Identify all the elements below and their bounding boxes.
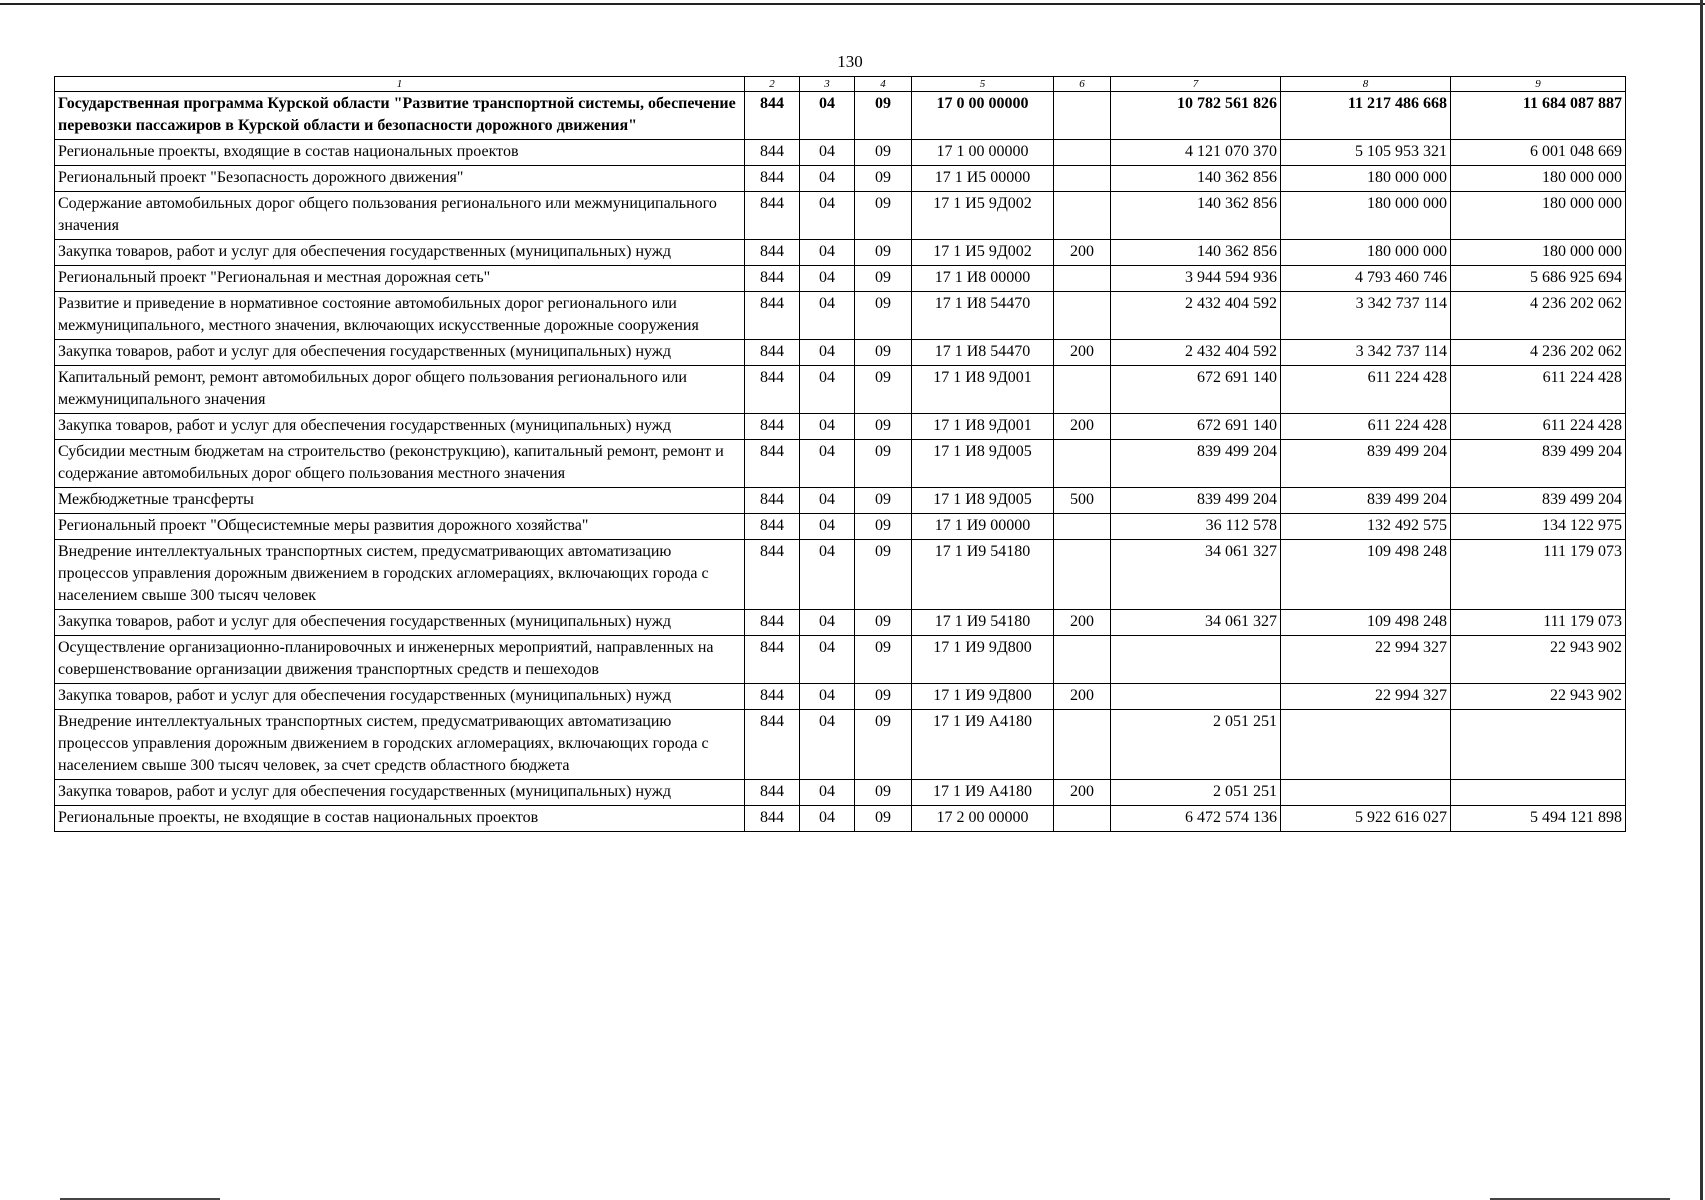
ministry-code-cell: 844 [745,266,800,292]
amount-col7-cell: 140 362 856 [1111,240,1281,266]
column-header: 1 [55,77,745,92]
section-code-cell: 04 [800,540,855,610]
amount-col8-cell [1281,780,1451,806]
ministry-code-cell: 844 [745,684,800,710]
item-name-cell: Региональные проекты, не входящие в состав национальных проектов [55,806,745,832]
item-name-cell: Субсидии местным бюджетам на строительство (реконструкцию), капитальный ремонт, ремонт и содержание автомобильных дорог общего пользования местного значения [55,440,745,488]
table-row [55,488,1626,514]
ministry-code-cell: 844 [745,166,800,192]
subsection-code-cell: 09 [855,140,912,166]
expense-type-cell [1054,192,1111,240]
item-name-cell: Региональные проекты, входящие в состав национальных проектов [55,140,745,166]
amount-col9-cell [1451,780,1626,806]
amount-col8-cell: 3 342 737 114 [1281,340,1451,366]
amount-col8-cell: 109 498 248 [1281,540,1451,610]
amount-col9-cell: 180 000 000 [1451,240,1626,266]
amount-col7-cell: 3 944 594 936 [1111,266,1281,292]
section-code-cell: 04 [800,488,855,514]
section-code-cell: 04 [800,292,855,340]
section-code-cell: 04 [800,140,855,166]
section-code-cell: 04 [800,192,855,240]
target-article-cell: 17 1 И9 54180 [912,610,1054,636]
section-code-cell: 04 [800,414,855,440]
ministry-code-cell: 844 [745,440,800,488]
expense-type-cell: 200 [1054,684,1111,710]
right-scan-border [1700,0,1703,1200]
table-row [55,440,1626,488]
expense-type-cell: 500 [1054,488,1111,514]
section-code-cell: 04 [800,266,855,292]
target-article-cell: 17 1 00 00000 [912,140,1054,166]
amount-col7-cell: 839 499 204 [1111,440,1281,488]
subsection-code-cell: 09 [855,266,912,292]
expense-type-cell [1054,292,1111,340]
item-name-cell: Внедрение интеллектуальных транспортных систем, предусматривающих автоматизацию процессов управления дорожным движением в городских агломерациях, включающих города с населением свыше 300 тысяч человек [55,540,745,610]
table-row [55,610,1626,636]
item-name-cell: Закупка товаров, работ и услуг для обеспечения государственных (муниципальных) нужд [55,780,745,806]
amount-col7-cell: 672 691 140 [1111,366,1281,414]
expense-type-cell: 200 [1054,780,1111,806]
target-article-cell: 17 2 00 00000 [912,806,1054,832]
amount-col9-cell: 611 224 428 [1451,414,1626,440]
column-header: 8 [1281,77,1451,92]
ministry-code-cell: 844 [745,610,800,636]
ministry-code-cell: 844 [745,636,800,684]
top-scan-border [0,3,1705,5]
target-article-cell: 17 1 И5 9Д002 [912,240,1054,266]
subsection-code-cell: 09 [855,440,912,488]
item-name-cell: Региональный проект "Общесистемные меры развития дорожного хозяйства" [55,514,745,540]
expense-type-cell [1054,140,1111,166]
table-row [55,240,1626,266]
item-name-cell: Государственная программа Курской области "Развитие транспортной системы, обеспечение перевозки пассажиров в Курской области и безопасности дорожного движения" [55,92,745,140]
amount-col7-cell [1111,636,1281,684]
subsection-code-cell: 09 [855,610,912,636]
subsection-code-cell: 09 [855,540,912,610]
target-article-cell: 17 1 И9 9Д800 [912,684,1054,710]
subsection-code-cell: 09 [855,414,912,440]
ministry-code-cell: 844 [745,140,800,166]
subsection-code-cell: 09 [855,240,912,266]
section-code-cell: 04 [800,92,855,140]
item-name-cell: Закупка товаров, работ и услуг для обеспечения государственных (муниципальных) нужд [55,414,745,440]
subsection-code-cell: 09 [855,806,912,832]
page-number: 130 [837,52,863,71]
subsection-code-cell: 09 [855,514,912,540]
amount-col8-cell: 180 000 000 [1281,192,1451,240]
expense-type-cell [1054,440,1111,488]
table-row [55,514,1626,540]
table-row [55,192,1626,240]
amount-col7-cell: 839 499 204 [1111,488,1281,514]
item-name-cell: Содержание автомобильных дорог общего пользования регионального или межмуниципального значения [55,192,745,240]
subsection-code-cell: 09 [855,636,912,684]
table-row [55,710,1626,780]
amount-col9-cell: 180 000 000 [1451,166,1626,192]
amount-col9-cell: 5 494 121 898 [1451,806,1626,832]
amount-col8-cell: 3 342 737 114 [1281,292,1451,340]
item-name-cell: Закупка товаров, работ и услуг для обеспечения государственных (муниципальных) нужд [55,684,745,710]
amount-col9-cell: 111 179 073 [1451,540,1626,610]
ministry-code-cell: 844 [745,710,800,780]
section-code-cell: 04 [800,440,855,488]
target-article-cell: 17 1 И8 9Д005 [912,440,1054,488]
budget-table [54,76,1626,832]
target-article-cell: 17 0 00 00000 [912,92,1054,140]
amount-col7-cell: 10 782 561 826 [1111,92,1281,140]
expense-type-cell [1054,266,1111,292]
amount-col9-cell: 111 179 073 [1451,610,1626,636]
amount-col7-cell: 6 472 574 136 [1111,806,1281,832]
amount-col8-cell [1281,710,1451,780]
ministry-code-cell: 844 [745,540,800,610]
amount-col9-cell: 22 943 902 [1451,636,1626,684]
table-row [55,366,1626,414]
target-article-cell: 17 1 И5 00000 [912,166,1054,192]
subsection-code-cell: 09 [855,780,912,806]
amount-col7-cell: 4 121 070 370 [1111,140,1281,166]
subsection-code-cell: 09 [855,366,912,414]
item-name-cell: Региональный проект "Региональная и местная дорожная сеть" [55,266,745,292]
target-article-cell: 17 1 И5 9Д002 [912,192,1054,240]
target-article-cell: 17 1 И8 54470 [912,340,1054,366]
item-name-cell: Региональный проект "Безопасность дорожного движения" [55,166,745,192]
ministry-code-cell: 844 [745,240,800,266]
column-header: 5 [912,77,1054,92]
item-name-cell: Закупка товаров, работ и услуг для обеспечения государственных (муниципальных) нужд [55,340,745,366]
item-name-cell: Внедрение интеллектуальных транспортных систем, предусматривающих автоматизацию процессов управления дорожным движением в городских агломерациях, включающих города с населением свыше 300 тысяч человек, за счет средств областного бюджета [55,710,745,780]
column-number-header-row [55,77,1626,92]
section-code-cell: 04 [800,684,855,710]
amount-col8-cell: 180 000 000 [1281,166,1451,192]
amount-col8-cell: 109 498 248 [1281,610,1451,636]
item-name-cell: Закупка товаров, работ и услуг для обеспечения государственных (муниципальных) нужд [55,610,745,636]
amount-col8-cell: 4 793 460 746 [1281,266,1451,292]
amount-col7-cell: 2 051 251 [1111,780,1281,806]
table-row [55,540,1626,610]
amount-col9-cell: 4 236 202 062 [1451,340,1626,366]
table-row [55,414,1626,440]
expense-type-cell [1054,710,1111,780]
amount-col9-cell: 4 236 202 062 [1451,292,1626,340]
target-article-cell: 17 1 И9 А4180 [912,780,1054,806]
ministry-code-cell: 844 [745,780,800,806]
section-code-cell: 04 [800,806,855,832]
expense-type-cell [1054,514,1111,540]
amount-col7-cell: 2 051 251 [1111,710,1281,780]
subsection-code-cell: 09 [855,710,912,780]
column-header: 7 [1111,77,1281,92]
expense-type-cell: 200 [1054,610,1111,636]
target-article-cell: 17 1 И8 9Д005 [912,488,1054,514]
item-name-cell: Капитальный ремонт, ремонт автомобильных дорог общего пользования регионального или межмуниципального значения [55,366,745,414]
amount-col7-cell: 36 112 578 [1111,514,1281,540]
amount-col9-cell: 134 122 975 [1451,514,1626,540]
column-header: 4 [855,77,912,92]
table-row [55,636,1626,684]
target-article-cell: 17 1 И8 9Д001 [912,414,1054,440]
expense-type-cell [1054,636,1111,684]
column-header: 3 [800,77,855,92]
table-row [55,292,1626,340]
amount-col9-cell: 180 000 000 [1451,192,1626,240]
ministry-code-cell: 844 [745,366,800,414]
target-article-cell: 17 1 И9 А4180 [912,710,1054,780]
expense-type-cell [1054,806,1111,832]
amount-col9-cell: 839 499 204 [1451,440,1626,488]
target-article-cell: 17 1 И8 54470 [912,292,1054,340]
amount-col8-cell: 839 499 204 [1281,440,1451,488]
ministry-code-cell: 844 [745,340,800,366]
subsection-code-cell: 09 [855,92,912,140]
section-code-cell: 04 [800,636,855,684]
ministry-code-cell: 844 [745,92,800,140]
section-code-cell: 04 [800,366,855,414]
target-article-cell: 17 1 И8 9Д001 [912,366,1054,414]
expense-type-cell [1054,366,1111,414]
ministry-code-cell: 844 [745,192,800,240]
column-header: 9 [1451,77,1626,92]
amount-col8-cell: 5 922 616 027 [1281,806,1451,832]
amount-col8-cell: 839 499 204 [1281,488,1451,514]
subsection-code-cell: 09 [855,192,912,240]
amount-col8-cell: 5 105 953 321 [1281,140,1451,166]
amount-col7-cell: 34 061 327 [1111,610,1281,636]
column-header: 6 [1054,77,1111,92]
item-name-cell: Осуществление организационно-планировочных и инженерных мероприятий, направленных на совершенствование организации движения транспортных средств и пешеходов [55,636,745,684]
subsection-code-cell: 09 [855,292,912,340]
ministry-code-cell: 844 [745,292,800,340]
amount-col9-cell: 839 499 204 [1451,488,1626,514]
amount-col9-cell: 22 943 902 [1451,684,1626,710]
amount-col8-cell: 132 492 575 [1281,514,1451,540]
item-name-cell: Закупка товаров, работ и услуг для обеспечения государственных (муниципальных) нужд [55,240,745,266]
expense-type-cell [1054,166,1111,192]
ministry-code-cell: 844 [745,488,800,514]
amount-col9-cell: 11 684 087 887 [1451,92,1626,140]
amount-col8-cell: 11 217 486 668 [1281,92,1451,140]
table-row [55,140,1626,166]
subsection-code-cell: 09 [855,684,912,710]
ministry-code-cell: 844 [745,414,800,440]
amount-col8-cell: 22 994 327 [1281,684,1451,710]
amount-col8-cell: 611 224 428 [1281,366,1451,414]
amount-col7-cell [1111,684,1281,710]
expense-type-cell: 200 [1054,414,1111,440]
table-row [55,780,1626,806]
amount-col9-cell [1451,710,1626,780]
section-code-cell: 04 [800,780,855,806]
expense-type-cell [1054,92,1111,140]
table-row [55,806,1626,832]
table-row [55,340,1626,366]
subsection-code-cell: 09 [855,488,912,514]
amount-col9-cell: 611 224 428 [1451,366,1626,414]
section-code-cell: 04 [800,340,855,366]
section-code-cell: 04 [800,514,855,540]
amount-col7-cell: 140 362 856 [1111,192,1281,240]
amount-col7-cell: 2 432 404 592 [1111,340,1281,366]
expense-type-cell [1054,540,1111,610]
subsection-code-cell: 09 [855,166,912,192]
section-code-cell: 04 [800,240,855,266]
amount-col7-cell: 34 061 327 [1111,540,1281,610]
target-article-cell: 17 1 И8 00000 [912,266,1054,292]
expense-type-cell: 200 [1054,340,1111,366]
table-row [55,684,1626,710]
amount-col7-cell: 2 432 404 592 [1111,292,1281,340]
item-name-cell: Развитие и приведение в нормативное состояние автомобильных дорог регионального или межмуниципального, местного значения, включающих искусственные дорожные сооружения [55,292,745,340]
amount-col7-cell: 672 691 140 [1111,414,1281,440]
amount-col9-cell: 5 686 925 694 [1451,266,1626,292]
amount-col9-cell: 6 001 048 669 [1451,140,1626,166]
subsection-code-cell: 09 [855,340,912,366]
ministry-code-cell: 844 [745,514,800,540]
section-code-cell: 04 [800,610,855,636]
expense-type-cell: 200 [1054,240,1111,266]
target-article-cell: 17 1 И9 9Д800 [912,636,1054,684]
item-name-cell: Межбюджетные трансферты [55,488,745,514]
section-code-cell: 04 [800,166,855,192]
amount-col7-cell: 140 362 856 [1111,166,1281,192]
amount-col8-cell: 22 994 327 [1281,636,1451,684]
amount-col8-cell: 180 000 000 [1281,240,1451,266]
target-article-cell: 17 1 И9 00000 [912,514,1054,540]
amount-col8-cell: 611 224 428 [1281,414,1451,440]
table-row [55,92,1626,140]
ministry-code-cell: 844 [745,806,800,832]
table-row [55,266,1626,292]
section-code-cell: 04 [800,710,855,780]
table-row [55,166,1626,192]
target-article-cell: 17 1 И9 54180 [912,540,1054,610]
column-header: 2 [745,77,800,92]
